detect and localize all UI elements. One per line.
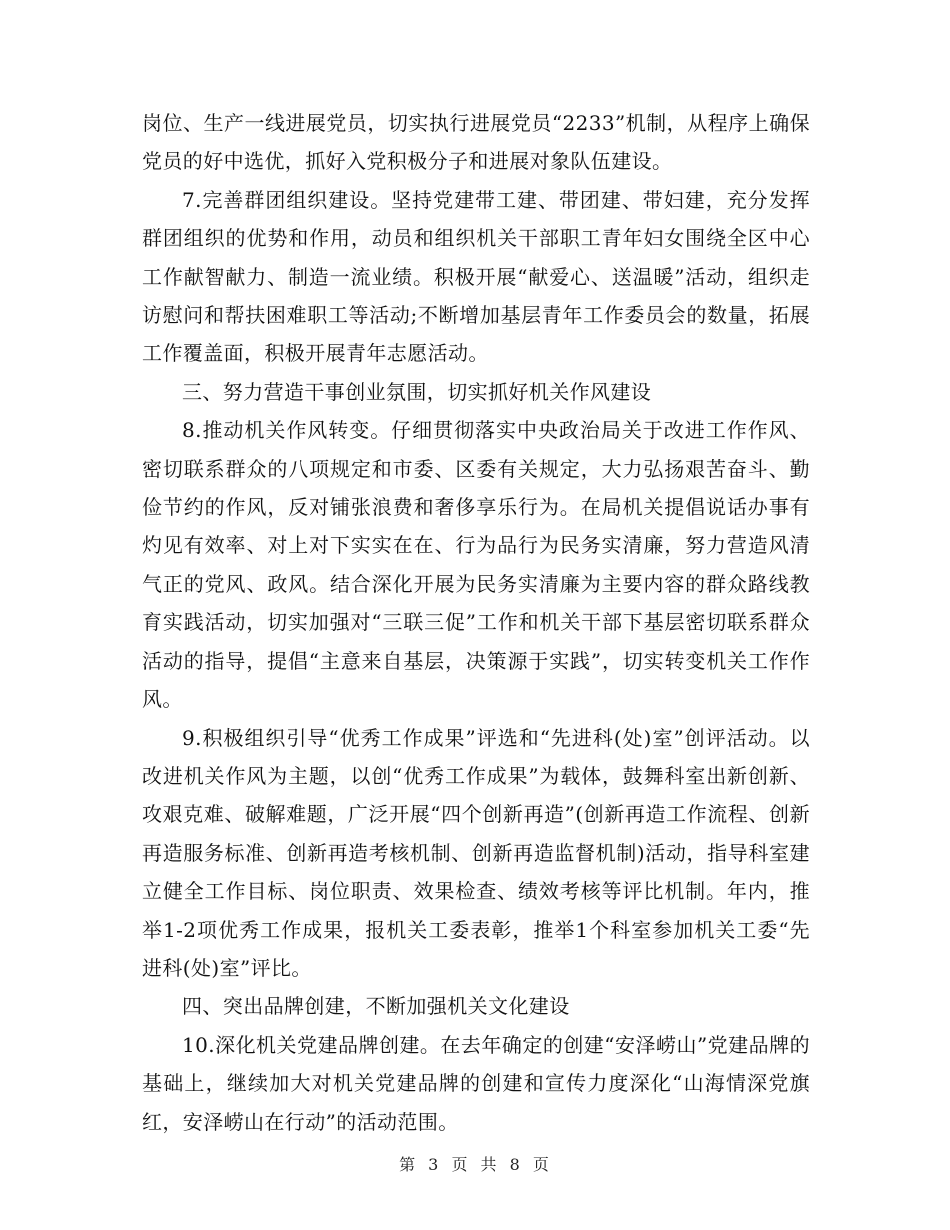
- page-footer: 第 3 页 共 8 页: [399, 1155, 551, 1174]
- section-heading-3: 三、努力营造干事创业氛围，切实抓好机关作风建设: [182, 379, 652, 404]
- paragraph-item-10: 10.深化机关党建品牌创建。在去年确定的创建“安泽崂山”党建品牌的基础上，继续加大对机关党建品牌的创建和宣传力度深化“山海情深党旗红，安泽崂山在行动”的活动范围。: [142, 1032, 810, 1134]
- section-heading-4: 四、突出品牌创建，不断加强机关文化建设: [182, 994, 570, 1019]
- paragraph-item-8: 8.推动机关作风转变。仔细贯彻落实中央政治局关于改进工作作风、密切联系群众的八项规定和市委、区委有关规定，大力弘扬艰苦奋斗、勤俭节约的作风，反对铺张浪费和奢侈享乐行为。在局机关提倡说话办事有灼见有效率、对上对下实实在在、行为品行为民务实清廉，努力营造风清气正的党风、政风。结合深化开展为民务实清廉为主要内容的群众路线教育实践活动，切实加强对“三联三促”工作和机关干部下基层密切联系群众活动的指导，提倡“主意来自基层，决策源于实践”，切实转变机关工作作风。: [142, 418, 810, 712]
- paragraph-item-9: 9.积极组织引导“优秀工作成果”评选和“先进科(处)室”创评活动。以改进机关作风为主题，以创“优秀工作成果”为载体，鼓舞科室出新创新、攻艰克难、破解难题，广泛开展“四个创新再造”(创新再造工作流程、创新再造服务标准、创新再造考核机制、创新再造监督机制)活动，指导科室建立健全工作目标、岗位职责、效果检查、绩效考核等评比机制。年内，推举1-2项优秀工作成果，报机关工委表彰，推举1个科室参加机关工委“先进科(处)室”评比。: [142, 725, 810, 980]
- paragraph-item-7: 7.完善群团组织建设。坚持党建带工建、带团建、带妇建，充分发挥群团组织的优势和作用，动员和组织机关干部职工青年妇女围绕全区中心工作献智献力、制造一流业绩。积极开展“献爱心、送温暖”活动，组织走访慰问和帮扶困难职工等活动;不断增加基层青年工作委员会的数量，拓展工作覆盖面，积极开展青年志愿活动。: [142, 187, 810, 366]
- paragraph-continuation: 岗位、生产一线进展党员，切实执行进展党员“2233”机制，从程序上确保党员的好中选优，抓好入党积极分子和进展对象队伍建设。: [142, 111, 810, 174]
- document-body: [142, 104, 810, 1141]
